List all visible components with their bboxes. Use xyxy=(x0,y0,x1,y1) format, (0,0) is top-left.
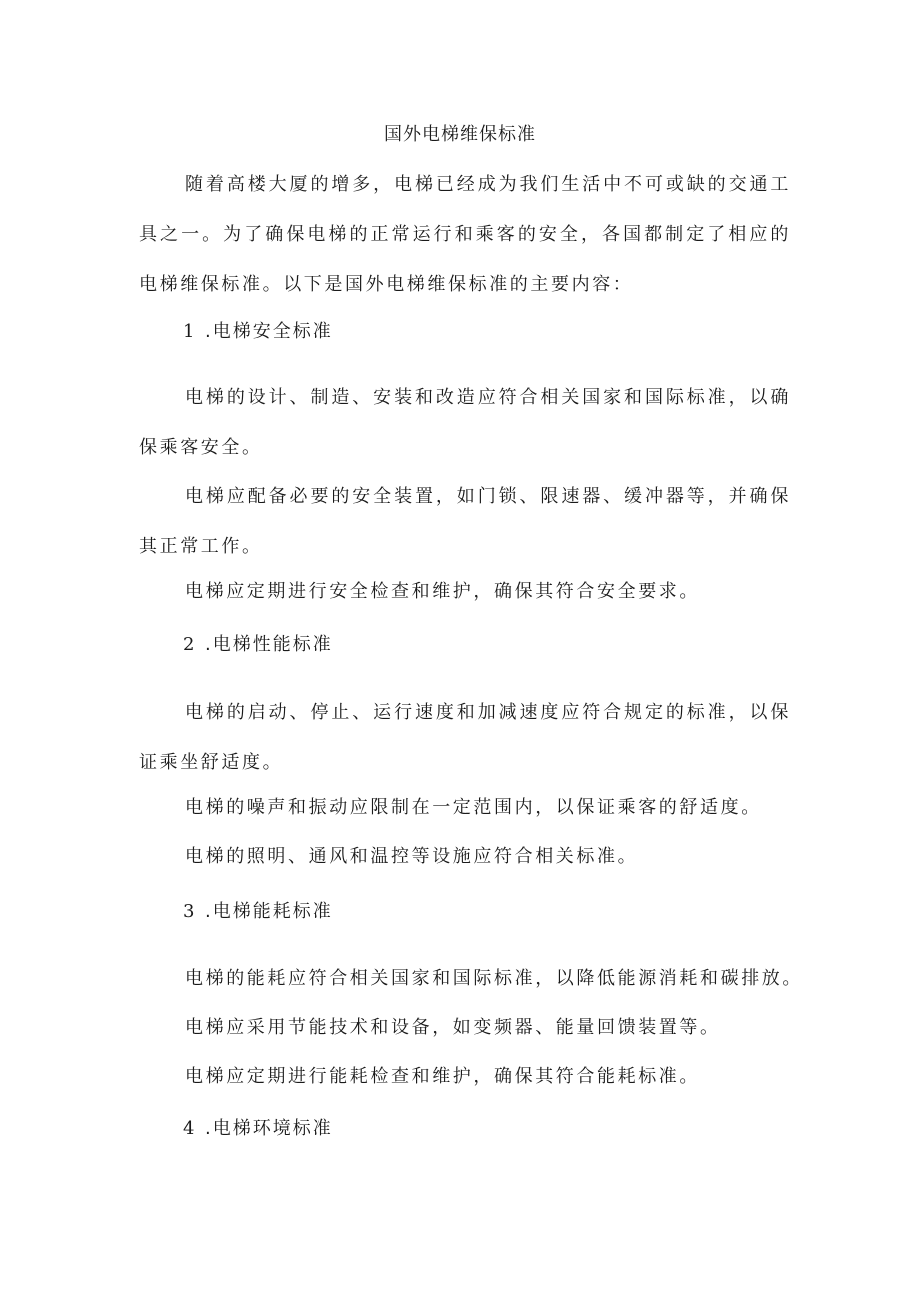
section-3-title: .电梯能耗标准 xyxy=(205,901,333,922)
section-2-title: .电梯性能标准 xyxy=(205,634,333,655)
section-2-number: 2 xyxy=(183,634,197,655)
section-2-heading xyxy=(183,630,333,660)
document-title: 国外电梯维保标准 xyxy=(384,124,536,145)
section-2-item-3: 电梯的照明、通风和温控等设施应符合相关标准。 xyxy=(185,846,639,867)
section-3-item-1: 电梯的能耗应符合相关国家和国际标准，以降低能源消耗和碳排放。 xyxy=(185,968,803,989)
section-2-item-1: 电梯的启动、停止、运行速度和加减速度应符合规定的标准，以保证乘坐舒适度。 xyxy=(139,702,791,773)
section-3-item-2: 电梯应采用节能技术和设备，如变频器、能量回馈装置等。 xyxy=(185,1017,721,1038)
section-3-heading xyxy=(183,897,333,927)
section-1-heading xyxy=(183,317,333,347)
intro-paragraph: 随着高楼大厦的增多，电梯已经成为我们生活中不可或缺的交通工具之一。为了确保电梯的正常运行和乘客的安全，各国都制定了相应的电梯维保标准。以下是国外电梯维保标准的主要内容： xyxy=(139,174,791,295)
section-1-number: 1 xyxy=(183,321,197,342)
section-3-item-3: 电梯应定期进行能耗检查和维护，确保其符合能耗标准。 xyxy=(185,1066,700,1087)
section-4-heading xyxy=(183,1114,333,1144)
section-1-title: .电梯安全标准 xyxy=(205,321,333,342)
section-1-item-3: 电梯应定期进行安全检查和维护，确保其符合安全要求。 xyxy=(185,581,700,602)
section-1-item-2: 电梯应配备必要的安全装置，如门锁、限速器、缓冲器等，并确保其正常工作。 xyxy=(139,486,791,557)
section-4-title: .电梯环境标准 xyxy=(205,1118,333,1139)
section-1-item-1: 电梯的设计、制造、安装和改造应符合相关国家和国际标准，以确保乘客安全。 xyxy=(139,387,791,458)
section-2-item-2: 电梯的噪声和振动应限制在一定范围内，以保证乘客的舒适度。 xyxy=(185,797,762,818)
section-4-number: 4 xyxy=(183,1118,197,1139)
section-3-number: 3 xyxy=(183,901,197,922)
